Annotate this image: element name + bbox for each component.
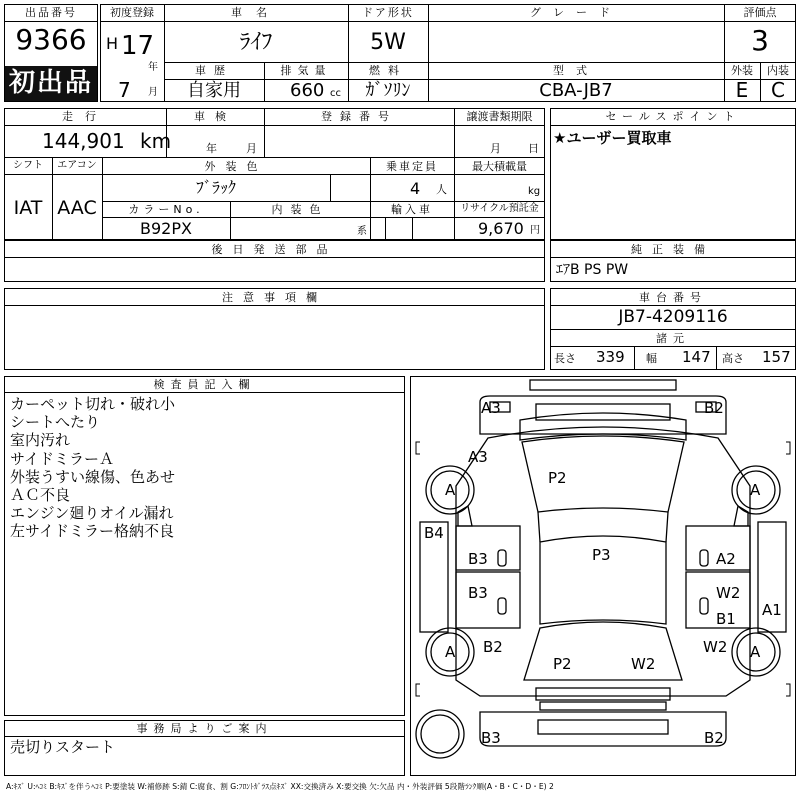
car-name: ﾗｲﾌ — [239, 30, 273, 55]
mark-w2-right-quarter: W2 — [703, 638, 728, 656]
mark-tire-fl: A — [445, 481, 456, 499]
car-name-label: 車名 — [231, 6, 281, 19]
sales-point-text: ★ユーザー買取車 — [553, 129, 672, 147]
interior-label: 内装 — [767, 64, 789, 77]
chassis-number: JB7-4209116 — [618, 307, 728, 327]
mark-b2-top: B2 — [704, 399, 724, 417]
aircon-value: AAC — [57, 197, 97, 219]
mark-tire-rl: A — [445, 643, 456, 661]
capacity-value: 4 — [410, 179, 421, 198]
genuine-equipment-label: 純正装備 — [631, 243, 715, 256]
mark-b1-right-rear: B1 — [716, 610, 736, 628]
remark-line: シートへたり — [10, 413, 101, 432]
rear-glass — [524, 622, 682, 680]
score-value: 3 — [751, 24, 769, 57]
width-value: 147 — [682, 348, 711, 366]
shift-value: IAT — [13, 197, 43, 219]
reg-year: 17 — [121, 31, 155, 61]
mileage-value: 144,901 — [42, 129, 125, 153]
exterior-label: 外装 — [731, 64, 753, 77]
inspection-label: 車検 — [194, 110, 236, 123]
interior-grade: C — [771, 78, 785, 102]
mark-a3-top: A3 — [481, 399, 501, 417]
capacity-unit: 人 — [436, 183, 447, 196]
windshield — [522, 436, 684, 512]
door-type: 5W — [370, 30, 406, 55]
remark-line: 左サイドミラー格納不良 — [10, 522, 174, 541]
model-value: CBA-JB7 — [539, 80, 613, 101]
remark-line: エンジン廻りオイル漏れ — [10, 504, 174, 523]
mileage-unit: km — [140, 129, 172, 153]
later-parts-label: 後日発送部品 — [211, 243, 338, 256]
ext-color-label: 外装色 — [204, 160, 268, 173]
mark-b4-left: B4 — [424, 524, 444, 542]
lot-number-label: 出品番号 — [25, 6, 77, 19]
front-grille — [536, 404, 670, 420]
legend-text: A:ｷｽﾞ U:ﾍｺﾐ B:ｷｽﾞを伴うﾍｺﾐ P:要塗装 W:補修跡 S:錆 C:腐食、割 G:ﾌﾛﾝﾄｶﾞﾗｽ点ｷｽﾞ XX:交換済み X:要交換 欠:欠品 内・外装評価 5段階ﾗﾝｸ順(A・B・C・D・E) 2 — [6, 782, 554, 791]
width-label: 幅 — [646, 352, 657, 365]
length-value: 339 — [596, 348, 625, 366]
transfer-month-unit: 月 — [490, 142, 501, 155]
inspector-remarks — [10, 395, 175, 541]
mark-p2-windshield: P2 — [548, 469, 567, 487]
displacement-unit: cc — [330, 88, 341, 99]
inspection-year-unit: 年 — [206, 142, 217, 155]
genuine-equipment-text: ｴｱB PS PW — [556, 262, 629, 278]
score-label: 評価点 — [743, 6, 777, 19]
car-diagram — [410, 376, 796, 776]
inspector-label: 検査員記入欄 — [153, 378, 256, 391]
ext-color-value: ﾌﾞﾗｯｸ — [195, 178, 236, 197]
notes-label: 注意事項欄 — [222, 291, 327, 304]
transfer-label: 譲渡書類期限 — [466, 110, 533, 123]
shift-label: シフト — [13, 160, 43, 171]
remark-line: ＡＣ不良 — [10, 486, 71, 505]
mark-w2-right-rear: W2 — [716, 584, 741, 602]
door-front-left — [456, 526, 520, 570]
max-load-unit: kg — [528, 186, 541, 197]
displacement-label: 排気量 — [280, 64, 332, 77]
color-no-label: カラーNo. — [128, 203, 204, 216]
recycle-value: 9,670 — [478, 219, 524, 238]
reg-era: H — [106, 34, 119, 53]
transfer-day-unit: 日 — [528, 142, 539, 155]
front-bumper — [530, 380, 676, 390]
sales-point-box — [550, 108, 796, 240]
remark-line: 外装うすい線傷、色あせ — [10, 467, 176, 486]
mark-b3-left-front: B3 — [468, 550, 488, 568]
mark-a3-hood: A3 — [468, 448, 488, 466]
sales-point-label: セールスポイント — [605, 110, 741, 123]
capacity-label: 乗車定員 — [386, 160, 438, 173]
import-label: 輸入車 — [391, 203, 433, 216]
height-value: 157 — [762, 348, 791, 366]
first-listing-badge: 初出品 — [5, 66, 97, 101]
fuel-label: 燃料 — [369, 64, 407, 77]
mark-tire-rr: A — [750, 643, 761, 661]
fuel-value: ｶﾞｿﾘﾝ — [365, 80, 411, 101]
mark-b3-bottom: B3 — [481, 729, 501, 747]
remark-line: 室内汚れ — [10, 431, 71, 450]
rear-bumper-outline — [480, 712, 726, 746]
mark-a1-right-quarter: A1 — [762, 601, 782, 619]
mark-b3-left-rear: B3 — [468, 584, 488, 602]
color-no-value: B92PX — [140, 219, 192, 238]
max-load-label: 最大積載量 — [472, 160, 527, 173]
mileage-label: 走行 — [62, 110, 108, 123]
mark-tire-fr: A — [750, 481, 761, 499]
grade-label: グレード — [530, 6, 622, 19]
mark-b2-left-quarter: B2 — [483, 638, 503, 656]
lot-number: 9366 — [15, 23, 87, 56]
int-color-label: 内装色 — [271, 203, 329, 216]
height-label: 高さ — [722, 352, 744, 365]
office-label: 事務局よりご案内 — [136, 722, 273, 735]
mark-a2-right-front: A2 — [716, 550, 736, 568]
mark-p3-roof: P3 — [592, 546, 611, 564]
chassis-label: 車台番号 — [639, 291, 707, 304]
model-label: 型式 — [553, 64, 599, 77]
length-label: 長さ — [554, 352, 576, 365]
reg-month-unit: 月 — [148, 87, 158, 98]
first-reg-label: 初度登録 — [110, 6, 154, 19]
rear-bumper — [536, 688, 670, 700]
reg-year-unit: 年 — [148, 62, 158, 73]
plate-label: 登録番号 — [321, 110, 397, 123]
dims-label: 諸元 — [656, 332, 690, 345]
displacement-value: 660 — [290, 80, 325, 101]
reg-month: 7 — [118, 78, 131, 102]
remark-line: カーペット切れ・破れ小 — [10, 395, 176, 413]
spare-tire — [416, 710, 464, 758]
mark-p2-rear-glass: P2 — [553, 655, 572, 673]
front-bumper-outline — [480, 396, 726, 434]
aircon-label: エアコン — [57, 160, 97, 171]
recycle-label: リサイクル預託金 — [460, 203, 539, 214]
office-text: 売切りスタート — [10, 738, 116, 756]
door-label: ドア形状 — [362, 6, 414, 19]
remark-line: サイドミラーＡ — [10, 449, 114, 468]
history-label: 車歴 — [195, 64, 233, 77]
mark-b2-bottom: B2 — [704, 729, 724, 747]
inspection-month-unit: 月 — [246, 142, 257, 155]
recycle-unit: 円 — [530, 225, 540, 236]
exterior-grade: E — [735, 78, 749, 102]
mark-w2-rear-glass: W2 — [631, 655, 656, 673]
door-rear-left — [456, 572, 520, 628]
history-value: 自家用 — [187, 80, 241, 101]
int-color-unit: 系 — [357, 226, 367, 237]
